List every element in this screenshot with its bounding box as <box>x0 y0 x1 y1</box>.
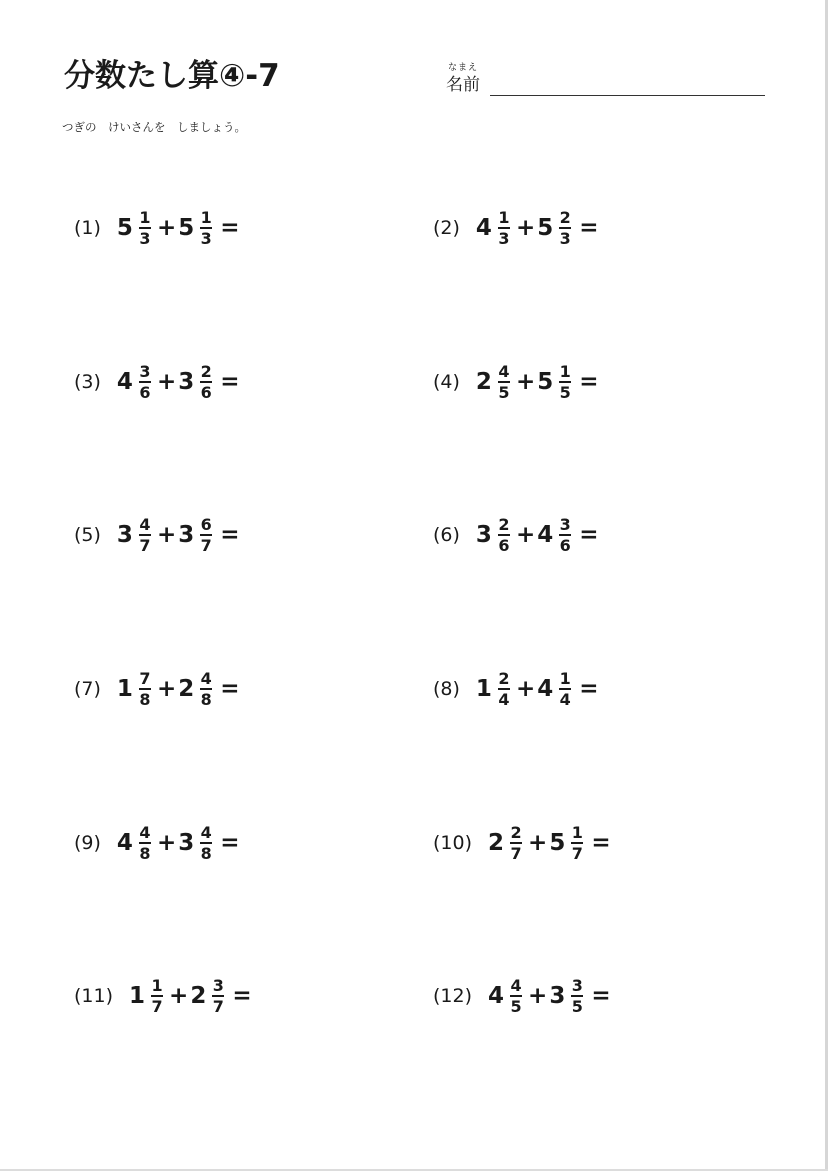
whole-number: 5 <box>537 215 554 241</box>
whole-number: 4 <box>116 369 133 395</box>
fraction <box>498 516 510 554</box>
denominator: 8 <box>200 690 212 709</box>
denominator: 5 <box>510 997 522 1016</box>
plus-sign: + <box>156 830 177 856</box>
problem-8 <box>433 664 599 714</box>
problem-12 <box>433 971 611 1021</box>
denominator: 4 <box>559 690 571 709</box>
problem-9 <box>74 818 240 868</box>
equals-sign: = <box>220 522 240 548</box>
plus-sign: + <box>515 369 536 395</box>
fraction <box>200 824 212 862</box>
fraction <box>510 977 522 1015</box>
denominator: 3 <box>559 229 571 248</box>
name-write-line[interactable] <box>490 95 765 96</box>
plus-sign: + <box>515 676 536 702</box>
numerator: 7 <box>139 669 151 688</box>
fraction <box>139 516 151 554</box>
whole-number: 5 <box>178 215 195 241</box>
problem-number: (5) <box>74 524 101 546</box>
equals-sign: = <box>220 676 240 702</box>
equals-sign: = <box>579 522 599 548</box>
denominator: 7 <box>212 997 224 1016</box>
numerator: 2 <box>498 669 510 688</box>
fraction <box>200 363 212 401</box>
fraction <box>498 209 510 247</box>
plus-sign: + <box>169 983 189 1009</box>
whole-number: 3 <box>178 369 195 395</box>
denominator: 4 <box>498 690 510 709</box>
numerator: 3 <box>212 976 224 995</box>
denominator: 6 <box>139 383 151 402</box>
numerator: 1 <box>139 208 151 227</box>
fraction <box>559 209 571 247</box>
plus-sign: + <box>515 215 536 241</box>
whole-number: 2 <box>475 369 492 395</box>
denominator: 7 <box>510 844 522 863</box>
equals-sign: = <box>591 983 611 1009</box>
problem-number: (3) <box>74 371 101 393</box>
denominator: 7 <box>200 536 212 555</box>
fraction <box>212 977 224 1015</box>
problem-number: (12) <box>433 985 473 1007</box>
plus-sign: + <box>515 522 536 548</box>
denominator: 3 <box>200 229 212 248</box>
equals-sign: = <box>220 830 240 856</box>
fraction <box>559 670 571 708</box>
fraction <box>571 977 583 1015</box>
whole-number: 4 <box>537 522 554 548</box>
numerator: 1 <box>498 208 510 227</box>
equals-sign: = <box>220 369 240 395</box>
whole-number: 3 <box>178 522 195 548</box>
problem-number: (1) <box>74 217 101 239</box>
fraction <box>139 209 151 247</box>
problem-6 <box>433 510 599 560</box>
numerator: 3 <box>559 515 571 534</box>
numerator: 4 <box>139 823 151 842</box>
problem-3 <box>74 357 240 407</box>
denominator: 3 <box>139 229 151 248</box>
numerator: 2 <box>200 362 212 381</box>
fraction <box>498 363 510 401</box>
denominator: 7 <box>571 844 583 863</box>
numerator: 3 <box>571 976 583 995</box>
denominator: 3 <box>498 229 510 248</box>
numerator: 3 <box>139 362 151 381</box>
whole-number: 2 <box>190 983 207 1009</box>
problem-number: (7) <box>74 678 101 700</box>
fraction <box>559 363 571 401</box>
fraction <box>559 516 571 554</box>
fraction <box>571 824 583 862</box>
denominator: 8 <box>139 844 151 863</box>
numerator: 1 <box>559 362 571 381</box>
whole-number: 3 <box>549 983 566 1009</box>
name-field <box>446 60 766 100</box>
fraction <box>200 516 212 554</box>
numerator: 2 <box>510 823 522 842</box>
whole-number: 5 <box>549 830 566 856</box>
numerator: 4 <box>510 976 522 995</box>
problem-number: (9) <box>74 832 101 854</box>
fraction <box>200 670 212 708</box>
denominator: 5 <box>571 997 583 1016</box>
fraction <box>200 209 212 247</box>
whole-number: 1 <box>129 983 146 1009</box>
fraction <box>151 977 163 1015</box>
equals-sign: = <box>579 676 599 702</box>
denominator: 8 <box>200 844 212 863</box>
plus-sign: + <box>156 522 177 548</box>
whole-number: 1 <box>116 676 133 702</box>
problem-10 <box>433 818 611 868</box>
whole-number: 4 <box>475 215 492 241</box>
plus-sign: + <box>156 215 177 241</box>
fraction <box>510 824 522 862</box>
equals-sign: = <box>579 215 599 241</box>
numerator: 4 <box>498 362 510 381</box>
numerator: 1 <box>571 823 583 842</box>
numerator: 6 <box>200 515 212 534</box>
problem-11 <box>74 971 252 1021</box>
denominator: 6 <box>498 536 510 555</box>
whole-number: 5 <box>537 369 554 395</box>
whole-number: 4 <box>116 830 133 856</box>
problem-2 <box>433 203 599 253</box>
problem-number: (6) <box>433 524 460 546</box>
plus-sign: + <box>528 983 548 1009</box>
denominator: 6 <box>559 536 571 555</box>
equals-sign: = <box>591 830 611 856</box>
denominator: 6 <box>200 383 212 402</box>
equals-sign: = <box>220 215 240 241</box>
name-ruby: なまえ <box>448 63 479 73</box>
name-label: 名前 <box>446 75 480 95</box>
numerator: 2 <box>559 208 571 227</box>
fraction <box>498 670 510 708</box>
numerator: 4 <box>200 669 212 688</box>
problem-7 <box>74 664 240 714</box>
numerator: 1 <box>151 976 163 995</box>
numerator: 2 <box>498 515 510 534</box>
fraction <box>139 824 151 862</box>
problem-number: (2) <box>433 217 460 239</box>
equals-sign: = <box>579 369 599 395</box>
whole-number: 4 <box>537 676 554 702</box>
problem-number: (11) <box>74 985 114 1007</box>
problem-number: (8) <box>433 678 460 700</box>
whole-number: 2 <box>178 676 195 702</box>
problem-5 <box>74 510 240 560</box>
whole-number: 1 <box>475 676 492 702</box>
equals-sign: = <box>232 983 252 1009</box>
denominator: 7 <box>139 536 151 555</box>
numerator: 4 <box>139 515 151 534</box>
whole-number: 3 <box>475 522 492 548</box>
numerator: 4 <box>200 823 212 842</box>
problem-1 <box>74 203 240 253</box>
problem-4 <box>433 357 599 407</box>
whole-number: 3 <box>178 830 195 856</box>
plus-sign: + <box>528 830 548 856</box>
plus-sign: + <box>156 676 177 702</box>
denominator: 5 <box>498 383 510 402</box>
whole-number: 5 <box>116 215 133 241</box>
numerator: 1 <box>200 208 212 227</box>
fraction <box>139 363 151 401</box>
whole-number: 4 <box>488 983 505 1009</box>
whole-number: 2 <box>488 830 505 856</box>
problem-number: (4) <box>433 371 460 393</box>
fraction <box>139 670 151 708</box>
problem-number: (10) <box>433 832 473 854</box>
instruction-text: つぎの けいさんを しましょう。 <box>62 120 246 134</box>
denominator: 8 <box>139 690 151 709</box>
denominator: 5 <box>559 383 571 402</box>
worksheet-title: 分数たし算④-7 <box>64 58 280 94</box>
whole-number: 3 <box>116 522 133 548</box>
denominator: 7 <box>151 997 163 1016</box>
numerator: 1 <box>559 669 571 688</box>
plus-sign: + <box>156 369 177 395</box>
